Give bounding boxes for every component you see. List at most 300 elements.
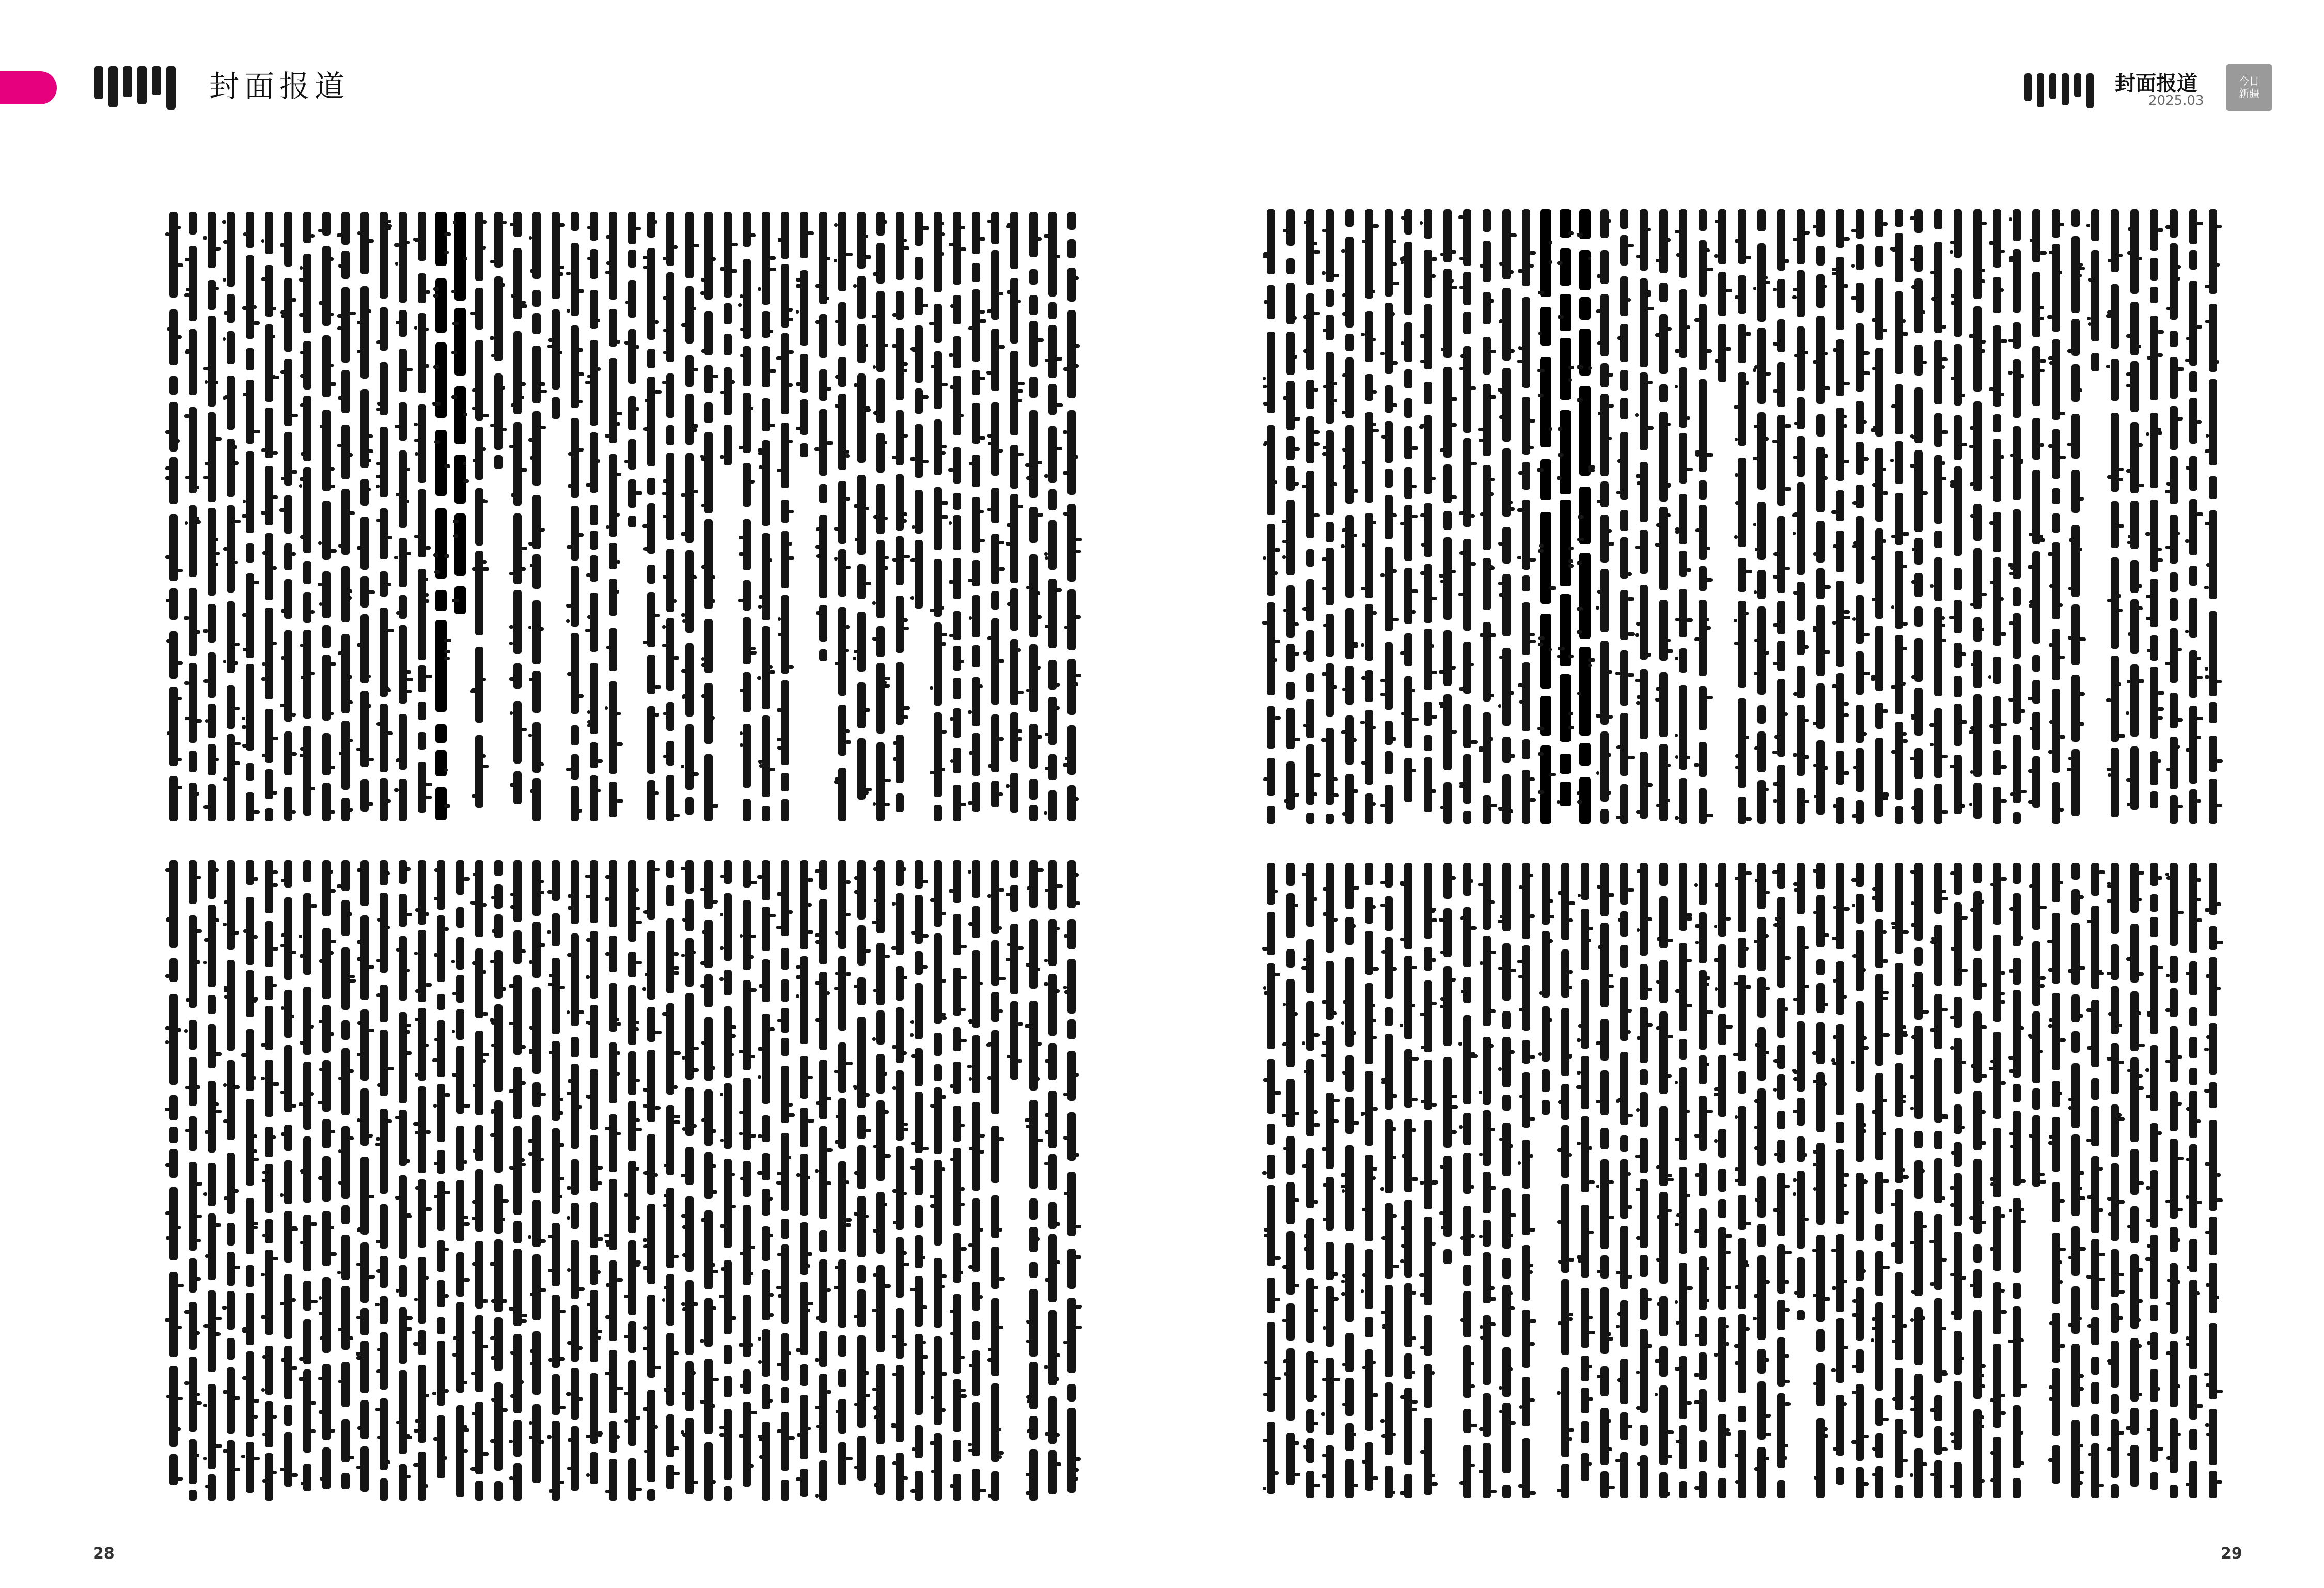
glyph-stroke xyxy=(394,243,400,247)
word-glyph xyxy=(762,1014,770,1104)
word-glyph xyxy=(360,389,369,468)
glyph-stroke xyxy=(1765,788,1769,791)
text-column xyxy=(1736,863,1749,1498)
word-glyph xyxy=(2170,456,2178,504)
glyph-stroke xyxy=(1294,904,1298,907)
glyph-stroke xyxy=(530,1362,536,1365)
word-glyph xyxy=(246,380,254,444)
word-glyph xyxy=(1718,1199,1726,1218)
glyph-stroke xyxy=(490,1262,496,1266)
word-glyph xyxy=(418,212,426,261)
glyph-stroke xyxy=(693,1047,699,1050)
word-glyph xyxy=(743,393,751,453)
glyph-stroke xyxy=(776,926,782,929)
glyph-stroke xyxy=(291,1226,297,1230)
glyph-stroke xyxy=(357,1426,362,1430)
glyph-stroke xyxy=(642,987,646,991)
glyph-stroke xyxy=(349,589,352,593)
glyph-stroke xyxy=(2009,621,2013,625)
glyph-stroke xyxy=(969,751,975,755)
glyph-stroke xyxy=(807,1176,810,1179)
word-glyph xyxy=(590,555,598,582)
glyph-stroke xyxy=(788,308,793,312)
glyph-stroke xyxy=(567,672,573,676)
word-glyph xyxy=(1699,970,1707,1050)
word-glyph xyxy=(532,1404,541,1483)
glyph-stroke xyxy=(177,697,182,700)
word-glyph xyxy=(1345,863,1354,909)
glyph-stroke xyxy=(616,473,621,476)
glyph-stroke xyxy=(521,382,526,386)
glyph-stroke xyxy=(1558,647,1565,650)
word-glyph xyxy=(1365,983,1373,1065)
word-glyph xyxy=(724,860,732,884)
word-glyph xyxy=(1699,1096,1707,1151)
glyph-stroke xyxy=(903,1123,908,1126)
glyph-stroke xyxy=(1971,663,1976,666)
word-glyph xyxy=(1522,1438,1530,1498)
glyph-stroke xyxy=(1616,745,1623,749)
glyph-stroke xyxy=(1362,1208,1368,1211)
glyph-stroke xyxy=(1755,548,1760,551)
word-glyph xyxy=(1699,1389,1707,1432)
word-glyph xyxy=(1365,1442,1373,1491)
glyph-stroke xyxy=(472,1262,478,1266)
glyph-stroke xyxy=(731,1173,735,1176)
text-column xyxy=(1403,863,1415,1498)
word-glyph xyxy=(1973,548,1982,609)
word-glyph xyxy=(819,649,827,661)
glyph-stroke xyxy=(910,347,916,351)
glyph-stroke xyxy=(1773,923,1778,927)
glyph-stroke xyxy=(998,977,1006,980)
text-column xyxy=(626,860,639,1501)
word-glyph xyxy=(1483,1315,1491,1385)
word-glyph xyxy=(724,1260,732,1334)
word-glyph xyxy=(1502,448,1511,517)
glyph-stroke xyxy=(253,1415,258,1419)
glyph-stroke xyxy=(693,772,699,776)
glyph-stroke xyxy=(205,719,208,723)
glyph-stroke xyxy=(1754,672,1760,675)
word-glyph xyxy=(1718,1317,1726,1402)
word-glyph xyxy=(513,248,522,319)
glyph-stroke xyxy=(319,1068,325,1071)
glyph-stroke xyxy=(1490,492,1494,496)
word-glyph xyxy=(454,308,466,375)
glyph-stroke xyxy=(2086,224,2090,227)
word-glyph xyxy=(1797,705,1805,775)
glyph-stroke xyxy=(1852,1299,1857,1303)
glyph-stroke xyxy=(1608,791,1611,795)
glyph-stroke xyxy=(1498,542,1504,546)
glyph-stroke xyxy=(1851,296,1858,300)
glyph-stroke xyxy=(1341,1292,1346,1296)
glyph-stroke xyxy=(559,1406,566,1409)
glyph-stroke xyxy=(241,1053,248,1057)
text-column xyxy=(1658,863,1670,1498)
word-glyph xyxy=(1600,641,1609,725)
glyph-stroke xyxy=(1882,959,1888,963)
word-glyph xyxy=(284,860,292,888)
glyph-stroke xyxy=(712,375,718,378)
glyph-stroke xyxy=(203,629,208,633)
word-glyph xyxy=(2052,429,2060,479)
glyph-stroke xyxy=(1392,1127,1396,1131)
word-glyph xyxy=(437,1150,445,1174)
glyph-stroke xyxy=(1637,1036,1641,1040)
glyph-stroke xyxy=(750,1055,755,1058)
glyph-stroke xyxy=(1891,605,1894,609)
word-glyph xyxy=(1306,699,1314,738)
glyph-stroke xyxy=(319,602,322,606)
glyph-stroke xyxy=(1461,990,1464,993)
text-column xyxy=(1815,209,1827,824)
glyph-stroke xyxy=(950,1084,955,1088)
glyph-stroke xyxy=(280,1091,287,1094)
glyph-stroke xyxy=(1440,806,1444,809)
glyph-stroke xyxy=(739,552,744,556)
glyph-stroke xyxy=(196,960,200,964)
glyph-stroke xyxy=(1342,688,1348,691)
glyph-stroke xyxy=(319,1410,323,1414)
word-glyph xyxy=(628,985,636,1045)
glyph-stroke xyxy=(998,541,1004,544)
text-column xyxy=(951,860,964,1501)
word-glyph xyxy=(1895,1063,1903,1117)
glyph-stroke xyxy=(969,1364,974,1367)
glyph-stroke xyxy=(299,278,305,282)
glyph-stroke xyxy=(1735,473,1738,477)
word-glyph xyxy=(1306,1409,1314,1433)
glyph-stroke xyxy=(1568,712,1573,715)
glyph-stroke xyxy=(2147,649,2151,652)
word-glyph xyxy=(953,1233,961,1283)
glyph-stroke xyxy=(1890,459,1894,462)
word-glyph xyxy=(1463,1291,1471,1337)
glyph-stroke xyxy=(1902,930,1909,934)
word-glyph xyxy=(2111,359,2119,401)
word-glyph xyxy=(1404,568,1412,624)
glyph-stroke xyxy=(509,625,513,629)
glyph-stroke xyxy=(1655,698,1660,702)
word-glyph xyxy=(743,1369,751,1394)
glyph-stroke xyxy=(701,663,706,667)
glyph-stroke xyxy=(788,910,793,914)
word-glyph xyxy=(876,1364,885,1444)
glyph-stroke xyxy=(987,309,993,313)
glyph-stroke xyxy=(223,923,227,926)
word-glyph xyxy=(1267,1155,1275,1179)
word-glyph xyxy=(1895,963,1903,1055)
text-column xyxy=(1324,863,1337,1498)
glyph-stroke xyxy=(635,1021,639,1024)
glyph-stroke xyxy=(1969,730,1975,734)
glyph-stroke xyxy=(1499,1410,1504,1413)
glyph-stroke xyxy=(1549,648,1552,651)
word-glyph xyxy=(762,1329,770,1377)
glyph-stroke xyxy=(865,1394,870,1397)
word-glyph xyxy=(1738,1195,1746,1230)
glyph-stroke xyxy=(559,986,565,989)
glyph-stroke xyxy=(567,1268,570,1272)
glyph-stroke xyxy=(1773,623,1780,627)
glyph-stroke xyxy=(731,1034,736,1038)
glyph-stroke xyxy=(1843,460,1849,463)
word-glyph xyxy=(590,931,598,999)
word-glyph xyxy=(265,1401,273,1447)
glyph-stroke xyxy=(329,257,334,261)
glyph-stroke xyxy=(1510,809,1513,813)
glyph-stroke xyxy=(414,326,417,330)
glyph-stroke xyxy=(1411,515,1418,518)
word-glyph xyxy=(1424,250,1432,298)
glyph-stroke xyxy=(2177,367,2184,371)
text-column xyxy=(1028,212,1040,821)
glyph-stroke xyxy=(406,1436,412,1439)
glyph-stroke xyxy=(998,737,1004,741)
glyph-stroke xyxy=(1537,727,1545,730)
glyph-stroke xyxy=(807,231,814,235)
glyph-stroke xyxy=(682,1253,686,1257)
text-column xyxy=(932,212,945,821)
word-glyph xyxy=(1424,382,1432,404)
glyph-stroke xyxy=(320,425,326,428)
glyph-stroke xyxy=(1499,656,1506,659)
word-glyph xyxy=(857,1335,866,1428)
glyph-stroke xyxy=(165,466,171,470)
word-glyph xyxy=(1463,1265,1471,1286)
glyph-stroke xyxy=(2138,345,2141,348)
word-glyph xyxy=(1600,809,1609,824)
glyph-stroke xyxy=(376,462,381,465)
glyph-stroke xyxy=(482,1299,488,1303)
glyph-stroke xyxy=(796,278,803,282)
glyph-stroke xyxy=(616,422,620,426)
glyph-stroke xyxy=(1735,1361,1740,1365)
glyph-stroke xyxy=(1342,448,1347,452)
glyph-stroke xyxy=(1568,1153,1572,1157)
word-glyph xyxy=(494,212,503,268)
glyph-stroke xyxy=(1902,1025,1906,1029)
glyph-stroke xyxy=(1715,987,1718,991)
glyph-stroke xyxy=(872,1037,876,1041)
word-glyph xyxy=(1048,790,1057,821)
word-glyph xyxy=(1424,980,1432,1052)
glyph-stroke xyxy=(368,459,371,462)
glyph-stroke xyxy=(979,377,985,380)
glyph-stroke xyxy=(673,1085,678,1089)
glyph-stroke xyxy=(834,1286,838,1289)
glyph-stroke xyxy=(1667,238,1671,242)
word-glyph xyxy=(934,860,942,927)
glyph-stroke xyxy=(1056,1353,1060,1357)
glyph-stroke xyxy=(566,619,570,623)
glyph-stroke xyxy=(979,1150,984,1154)
text-column xyxy=(1520,863,1533,1498)
glyph-stroke xyxy=(376,1137,381,1141)
glyph-stroke xyxy=(203,1457,207,1460)
word-glyph xyxy=(2071,604,2080,665)
glyph-stroke xyxy=(681,1430,684,1434)
glyph-stroke xyxy=(470,312,477,315)
glyph-stroke xyxy=(865,255,871,259)
word-glyph xyxy=(857,1115,866,1139)
glyph-stroke xyxy=(815,940,821,944)
glyph-stroke xyxy=(1283,1359,1287,1363)
glyph-stroke xyxy=(815,1406,820,1409)
word-glyph xyxy=(1993,512,2001,552)
glyph-stroke xyxy=(375,1408,380,1411)
glyph-stroke xyxy=(1655,1359,1661,1363)
text-column xyxy=(1834,863,1847,1498)
glyph-stroke xyxy=(224,900,228,904)
glyph-stroke xyxy=(1537,369,1545,372)
glyph-stroke xyxy=(884,955,890,958)
glyph-stroke xyxy=(796,1173,800,1177)
word-glyph xyxy=(341,1020,350,1040)
glyph-stroke xyxy=(693,424,698,428)
glyph-stroke xyxy=(540,426,546,429)
glyph-stroke xyxy=(1637,481,1642,485)
word-glyph xyxy=(418,702,426,721)
glyph-stroke xyxy=(490,960,495,963)
glyph-stroke xyxy=(960,247,966,251)
glyph-stroke xyxy=(1588,1146,1592,1150)
word-glyph xyxy=(1365,374,1373,401)
glyph-stroke xyxy=(1283,609,1289,612)
glyph-stroke xyxy=(1037,666,1041,670)
glyph-stroke xyxy=(1480,1325,1483,1329)
glyph-stroke xyxy=(223,240,228,244)
glyph-stroke xyxy=(712,716,715,720)
glyph-stroke xyxy=(329,940,336,943)
glyph-stroke xyxy=(605,271,610,274)
glyph-stroke xyxy=(643,641,648,644)
glyph-stroke xyxy=(177,758,182,761)
word-glyph xyxy=(1600,1159,1609,1249)
glyph-stroke xyxy=(884,344,888,347)
glyph-stroke xyxy=(1813,225,1819,228)
glyph-stroke xyxy=(272,1257,278,1260)
word-glyph xyxy=(1502,1095,1511,1111)
glyph-stroke xyxy=(1813,764,1818,767)
word-glyph xyxy=(819,1060,827,1119)
word-glyph xyxy=(1600,209,1609,238)
glyph-stroke xyxy=(509,1166,515,1170)
glyph-stroke xyxy=(750,480,755,484)
word-glyph xyxy=(1640,1069,1648,1085)
word-glyph xyxy=(934,351,942,409)
glyph-stroke xyxy=(1872,367,1876,370)
glyph-stroke xyxy=(453,221,456,224)
word-glyph xyxy=(896,1237,904,1298)
glyph-stroke xyxy=(1792,295,1796,299)
glyph-stroke xyxy=(1675,989,1682,993)
glyph-stroke xyxy=(1451,978,1456,982)
glyph-stroke xyxy=(310,1025,314,1029)
glyph-stroke xyxy=(1518,471,1525,475)
word-glyph xyxy=(896,596,904,653)
glyph-stroke xyxy=(807,930,813,934)
glyph-stroke xyxy=(2029,533,2035,536)
glyph-stroke xyxy=(329,467,335,471)
glyph-stroke xyxy=(2118,468,2124,471)
glyph-stroke xyxy=(1037,868,1044,872)
glyph-stroke xyxy=(597,1433,602,1437)
word-glyph xyxy=(456,937,464,970)
glyph-stroke xyxy=(406,241,410,244)
word-glyph xyxy=(685,550,694,633)
word-glyph xyxy=(934,805,942,821)
word-glyph xyxy=(1365,793,1373,824)
glyph-stroke xyxy=(1282,1265,1288,1269)
glyph-stroke xyxy=(635,345,639,349)
glyph-stroke xyxy=(1431,1371,1435,1375)
glyph-stroke xyxy=(1961,720,1967,724)
glyph-stroke xyxy=(1490,1044,1494,1048)
glyph-stroke xyxy=(578,809,582,813)
word-glyph xyxy=(1797,326,1805,392)
glyph-stroke xyxy=(2059,412,2065,415)
word-glyph xyxy=(609,860,617,927)
word-glyph xyxy=(1777,601,1785,635)
word-glyph xyxy=(1816,568,1825,599)
glyph-stroke xyxy=(234,1085,240,1089)
word-glyph xyxy=(1934,340,1942,404)
glyph-stroke xyxy=(1439,670,1445,674)
glyph-stroke xyxy=(349,700,353,704)
word-glyph xyxy=(1067,860,1076,908)
word-glyph xyxy=(1699,480,1707,500)
glyph-stroke xyxy=(473,1149,480,1153)
word-glyph xyxy=(876,243,885,284)
word-glyph xyxy=(2071,675,2080,742)
text-column xyxy=(1619,863,1631,1498)
glyph-stroke xyxy=(1372,1019,1376,1022)
glyph-stroke xyxy=(1322,557,1327,561)
glyph-stroke xyxy=(1902,332,1908,336)
glyph-stroke xyxy=(529,960,533,964)
word-glyph xyxy=(915,287,923,316)
glyph-stroke xyxy=(2177,718,2183,722)
glyph-stroke xyxy=(1970,770,1973,774)
glyph-stroke xyxy=(2128,535,2135,538)
text-column xyxy=(2090,209,2102,824)
glyph-stroke xyxy=(444,464,450,468)
glyph-stroke xyxy=(1969,445,1975,448)
glyph-stroke xyxy=(1675,1367,1681,1371)
glyph-stroke xyxy=(1372,802,1376,806)
glyph-stroke xyxy=(1411,1336,1416,1340)
glyph-stroke xyxy=(673,814,680,817)
glyph-stroke xyxy=(739,446,743,449)
text-column xyxy=(1697,209,1709,824)
word-glyph xyxy=(781,680,789,765)
glyph-stroke xyxy=(1813,629,1819,632)
glyph-stroke xyxy=(482,246,486,250)
word-glyph xyxy=(1620,863,1628,905)
glyph-stroke xyxy=(1538,332,1542,335)
glyph-stroke xyxy=(1863,968,1866,972)
word-glyph xyxy=(1306,1218,1314,1270)
glyph-stroke xyxy=(681,954,685,957)
glyph-stroke xyxy=(1655,543,1661,547)
word-glyph xyxy=(953,860,961,903)
text-column xyxy=(1815,863,1827,1498)
glyph-stroke xyxy=(434,570,440,574)
word-glyph xyxy=(475,860,483,937)
